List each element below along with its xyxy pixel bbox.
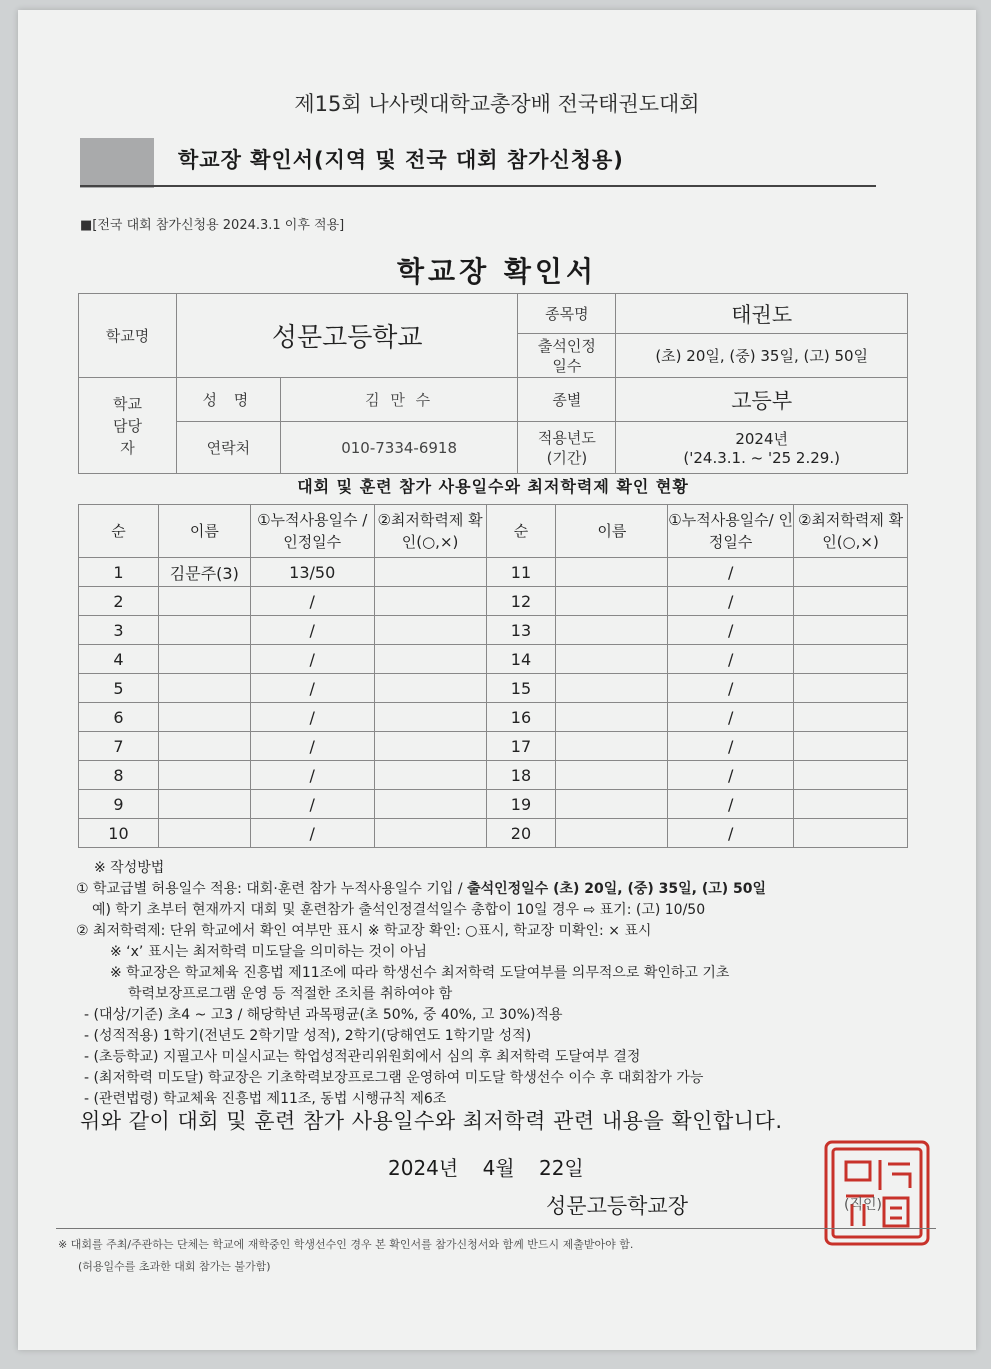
footer-divider [56,1228,936,1229]
row-number-right: 15 [486,674,556,703]
min-academic-check-left [374,616,486,645]
table-row [79,790,908,819]
min-academic-check-right [794,645,908,674]
header-check-left: ②최저학력제 확인(○,×) [374,505,486,558]
detail-grades: - (성적적용) 1학기(전년도 2학기말 성적), 2학기(당해연도 1학기말 성적) [84,1028,532,1044]
participant-name-left [158,761,250,790]
min-academic-check-right [794,616,908,645]
participant-name-right [556,616,668,645]
instruction-2-note-3: 학력보장프로그램 운영 등 적절한 조치를 취하여야 함 [128,986,453,1002]
instruction-1 [76,879,926,900]
table-row [79,645,908,674]
used-days-right: / [668,761,794,790]
writing-instructions [76,858,926,1110]
row-number-left: 1 [79,558,159,587]
min-academic-check-right [794,819,908,848]
school-info-table [78,293,908,474]
header-name-right: 이름 [556,505,668,558]
footnote-limit: (허용일수를 초과한 대회 참가는 불가함) [78,1260,271,1273]
participant-name-left [158,674,250,703]
min-academic-check-left [374,761,486,790]
principal-signature-name: 성문고등학교장 [546,1194,689,1218]
participant-name-right [556,558,668,587]
min-academic-check-left [374,790,486,819]
min-academic-check-left [374,645,486,674]
table-row [79,761,908,790]
row-number-left: 3 [79,616,159,645]
staff-contact-value: 010-7334-6918 [280,422,518,474]
table-row [79,587,908,616]
participant-name-left [158,587,250,616]
applied-year-cell [616,422,908,474]
used-days-left: / [250,732,374,761]
min-academic-check-left [374,558,486,587]
status-section-title: 대회 및 훈련 참가 사용일수와 최저학력제 확인 현황 [297,477,689,496]
title-marker-block [80,138,154,188]
used-days-right: / [668,819,794,848]
used-days-right: / [668,558,794,587]
used-days-right: / [668,587,794,616]
used-days-right: / [668,790,794,819]
school-name-value: 성문고등학교 [176,294,518,378]
row-number-right: 17 [486,732,556,761]
used-days-left: / [250,674,374,703]
participant-name-left [158,732,250,761]
row-number-left: 7 [79,732,159,761]
row-number-left: 9 [79,790,159,819]
used-days-left: / [250,790,374,819]
min-academic-check-left [374,819,486,848]
participant-name-right [556,703,668,732]
attendance-days-value: (초) 20일, (중) 35일, (고) 50일 [616,334,908,378]
participant-name-right [556,645,668,674]
min-academic-check-right [794,732,908,761]
applied-year-label: 적용년도 (기간) [518,422,616,474]
row-number-right: 16 [486,703,556,732]
official-seal-stamp [818,1134,936,1252]
staff-name-value: 김 만 수 [280,378,518,422]
form-title: 학교장 확인서(지역 및 전국 대회 참가신청용) [178,148,624,172]
header-check-right: ②최저학력제 확인(○,×) [794,505,908,558]
participant-name-right [556,732,668,761]
instruction-1-example: 예) 학기 초부터 현재까지 대회 및 훈련참가 출석인정결석일수 총합이 10일 경우 ⇨ 표기: (고) 10/50 [92,902,706,918]
row-number-left: 10 [79,819,159,848]
header-days-right: ①누적사용일수/ 인정일수 [668,505,794,558]
participant-name-left [158,645,250,674]
header-days-left: ①누적사용일수 /인정일수 [250,505,374,558]
attendance-days-label: 출석인정 일수 [518,334,616,378]
roster-header-row [79,505,908,558]
participant-name-right [556,674,668,703]
min-academic-check-right [794,674,908,703]
participant-name-right [556,790,668,819]
instructions-heading: ※ 작성방법 [94,860,165,876]
row-number-right: 12 [486,587,556,616]
title-underline [80,185,876,187]
used-days-left: 13/50 [250,558,374,587]
table-row [79,616,908,645]
participant-roster-table [78,504,908,848]
used-days-right: / [668,674,794,703]
table-row [79,558,908,587]
confirmation-statement: 위와 같이 대회 및 훈련 참가 사용일수와 최저학력 관련 내용을 확인합니다. [80,1109,783,1133]
instruction-2: ② 최저학력제: 단위 학교에서 확인 여부만 표시 ※ 학교장 확인: ○표시, 학교장 미확인: × 표시 [76,923,652,939]
participant-name-right [556,761,668,790]
sport-value: 태권도 [616,294,908,334]
row-number-right: 18 [486,761,556,790]
table-row [79,732,908,761]
participant-name-left [158,819,250,848]
used-days-left: / [250,761,374,790]
row-number-right: 13 [486,616,556,645]
min-academic-check-right [794,761,908,790]
applicability-note: ■[전국 대회 참가신청용 2024.3.1 이후 적용] [80,218,345,233]
participant-name-left: 김문주(3) [158,558,250,587]
participant-name-left [158,703,250,732]
staff-contact-label: 연락처 [176,422,280,474]
min-academic-check-left [374,674,486,703]
used-days-left: / [250,819,374,848]
min-academic-check-right [794,703,908,732]
detail-elementary: - (초등학교) 지필고사 미실시교는 학업성적관리위원회에서 심의 후 최저학력 도달여부 결정 [84,1049,641,1065]
row-number-right: 19 [486,790,556,819]
used-days-left: / [250,645,374,674]
header-no-left: 순 [79,505,159,558]
used-days-right: / [668,616,794,645]
row-number-left: 2 [79,587,159,616]
division-label: 종별 [518,378,616,422]
seal-label: (직인) [844,1197,882,1213]
applied-period-value: ('24.3.1. ~ '25 2.29.) [683,449,840,467]
instruction-1-text: ① 학교급별 허용일수 적용: 대회·훈련 참가 누적사용일수 기입 / [76,881,468,897]
sport-label: 종목명 [518,294,616,334]
participant-name-right [556,819,668,848]
issue-date: 2024년 4월 22일 [388,1156,584,1180]
table-row [79,674,908,703]
header-no-right: 순 [486,505,556,558]
school-staff-label: 학교 담당자 [79,378,177,474]
used-days-right: / [668,732,794,761]
table-row [79,703,908,732]
participant-name-right [556,587,668,616]
instruction-2-note-1: ※ ‘x’ 표시는 최저학력 미도달을 의미하는 것이 아님 [110,944,428,960]
row-number-right: 14 [486,645,556,674]
school-name-label: 학교명 [79,294,177,378]
row-number-right: 20 [486,819,556,848]
used-days-left: / [250,703,374,732]
detail-target: - (대상/기준) 초4 ~ 고3 / 해당학년 과목평균(초 50%, 중 40%, 고 30%)적용 [84,1007,563,1023]
document-page [18,10,976,1350]
min-academic-check-right [794,587,908,616]
event-title: 제15회 나사렛대학교총장배 전국태권도대회 [294,92,700,116]
used-days-right: / [668,703,794,732]
row-number-right: 11 [486,558,556,587]
participant-name-left [158,616,250,645]
min-academic-check-right [794,558,908,587]
used-days-right: / [668,645,794,674]
row-number-left: 5 [79,674,159,703]
participant-name-left [158,790,250,819]
used-days-left: / [250,616,374,645]
instruction-2-note-2: ※ 학교장은 학교체육 진흥법 제11조에 따라 학생선수 최저학력 도달여부를 의무적으로 확인하고 기초 [110,965,730,981]
applied-year-value: 2024년 [735,430,789,448]
used-days-left: / [250,587,374,616]
header-name-left: 이름 [158,505,250,558]
footnote-submission: ※ 대회를 주최/주관하는 단체는 학교에 재학중인 학생선수인 경우 본 확인서를 참가신청서와 함께 반드시 제출받아야 함. [58,1238,634,1251]
staff-name-label: 성 명 [176,378,280,422]
detail-related-law: - (관련법령) 학교체육 진흥법 제11조, 동법 시행규칙 제6조 [84,1091,447,1107]
min-academic-check-left [374,703,486,732]
detail-below-minimum: - (최저학력 미도달) 학교장은 기초학력보장프로그램 운영하여 미도달 학생선수 이수 후 대회참가 가능 [84,1070,704,1086]
min-academic-check-left [374,732,486,761]
min-academic-check-left [374,587,486,616]
row-number-left: 8 [79,761,159,790]
table-row [79,819,908,848]
row-number-left: 6 [79,703,159,732]
instruction-1-emphasis: 출석인정일수 (초) 20일, (중) 35일, (고) 50일 [467,881,767,897]
main-title: 학교장 확인서 [396,255,598,288]
row-number-left: 4 [79,645,159,674]
division-value: 고등부 [616,378,908,422]
min-academic-check-right [794,790,908,819]
